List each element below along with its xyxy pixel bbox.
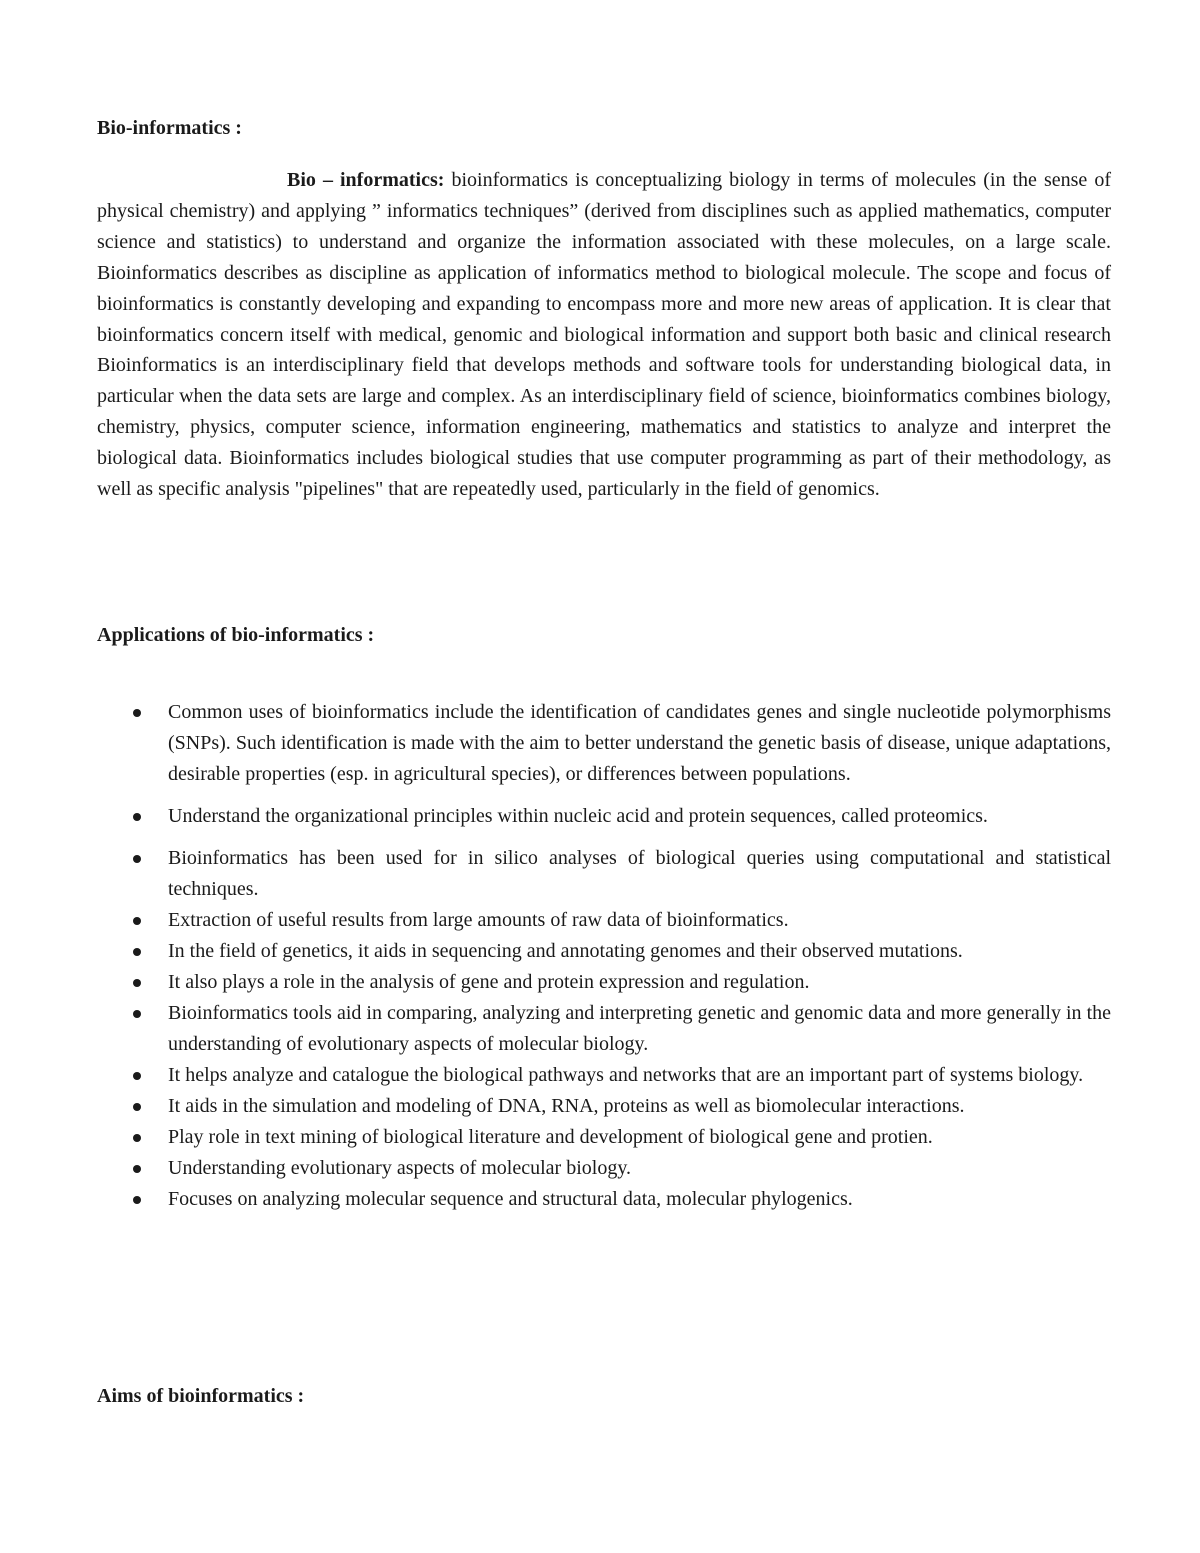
list-item: It also plays a role in the analysis of gene and protein expression and regulation. [97, 967, 1111, 998]
list-item: Understand the organizational principles within nucleic acid and protein sequences, called proteomics. [97, 801, 1111, 832]
list-item: Bioinformatics tools aid in comparing, analyzing and interpreting genetic and genomic data and more generally in the understanding of evolutionary aspects of molecular biology. [97, 998, 1111, 1060]
list-item: Understanding evolutionary aspects of molecular biology. [97, 1153, 1111, 1184]
list-item: Focuses on analyzing molecular sequence and structural data, molecular phylogenics. [97, 1184, 1111, 1215]
bioinformatics-intro-paragraph [97, 165, 1111, 505]
list-item: It helps analyze and catalogue the biological pathways and networks that are an important part of systems biology. [97, 1060, 1111, 1091]
aims-heading: Aims of bioinformatics : [97, 1385, 305, 1407]
bioinformatics-heading: Bio-informatics : [97, 117, 242, 139]
list-item: In the field of genetics, it aids in sequencing and annotating genomes and their observed mutations. [97, 936, 1111, 967]
list-item: Extraction of useful results from large amounts of raw data of bioinformatics. [97, 905, 1111, 936]
list-item: It aids in the simulation and modeling of DNA, RNA, proteins as well as biomolecular interactions. [97, 1091, 1111, 1122]
intro-lead-term: Bio – informatics: [287, 169, 445, 191]
list-item: Play role in text mining of biological literature and development of biological gene and protien. [97, 1122, 1111, 1153]
list-item: Bioinformatics has been used for in silico analyses of biological queries using computational and statistical techniques. [97, 843, 1111, 905]
intro-body-text: bioinformatics is conceptualizing biology in terms of molecules (in the sense of physical chemistry) and applying ” informatics techniques” (derived from disciplines such as applied mathematics, computer science and statistics) to understand and organize the information associated with these molecules, on a large scale. Bioinformatics describes as discipline as application of informatics method to biological molecule. The scope and focus of bioinformatics is constantly developing and expanding to encompass more and more new areas of application. It is clear that bioinformatics concern itself with medical, genomic and biological information and support both basic and clinical research Bioinformatics is an interdisciplinary field that develops methods and software tools for understanding biological data, in particular when the data sets are large and complex. As an interdisciplinary field of science, bioinformatics combines biology, chemistry, physics, computer science, information engineering, mathematics and statistics to analyze and interpret the biological data. Bioinformatics includes biological studies that use computer programming as part of their methodology, as well as specific analysis "pipelines" that are repeatedly used, particularly in the field of genomics. [97, 169, 1111, 501]
applications-heading: Applications of bio-informatics : [97, 624, 375, 646]
applications-list [97, 697, 1111, 1215]
list-item: Common uses of bioinformatics include the identification of candidates genes and single nucleotide polymorphisms (SNPs). Such identification is made with the aim to better understand the genetic basis of disease, unique adaptations, desirable properties (esp. in agricultural species), or differences between populations. [97, 697, 1111, 790]
